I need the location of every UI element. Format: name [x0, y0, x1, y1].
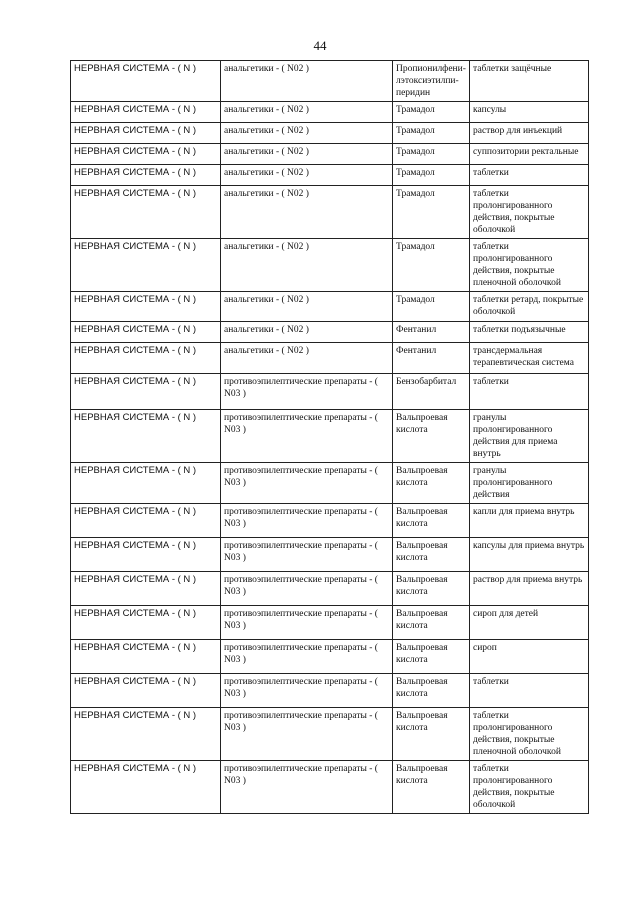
active-substance-cell: Вальпроевая кислота — [393, 640, 470, 674]
table-row — [71, 343, 589, 374]
table-row — [71, 538, 589, 572]
pharmacological-group-cell: противоэпилептические препараты - ( N03 ) — [221, 606, 393, 640]
dosage-form-cell: таблетки пролонгированного действия, покрытые пленочной оболочкой — [470, 239, 589, 292]
active-substance-cell: Пропионилфени-лэтоксиэтилпи-перидин — [393, 61, 470, 102]
dosage-form-cell: капли для приема внутрь — [470, 504, 589, 538]
active-substance-cell: Трамадол — [393, 102, 470, 123]
table-row — [71, 123, 589, 144]
pharmacological-group-cell: противоэпилептические препараты - ( N03 ) — [221, 538, 393, 572]
dosage-form-cell: гранулы пролонгированного действия для приема внутрь — [470, 410, 589, 463]
active-substance-cell: Фентанил — [393, 343, 470, 374]
table-row — [71, 186, 589, 239]
pharmacological-group-cell: противоэпилептические препараты - ( N03 ) — [221, 640, 393, 674]
active-substance-cell: Вальпроевая кислота — [393, 538, 470, 572]
dosage-form-cell: таблетки — [470, 374, 589, 410]
anatomical-group-cell: НЕРВНАЯ СИСТЕМА - ( N ) — [71, 322, 221, 343]
dosage-form-cell: таблетки пролонгированного действия, покрытые пленочной оболочкой — [470, 708, 589, 761]
table-row — [71, 374, 589, 410]
pharmacological-group-cell: противоэпилептические препараты - ( N03 ) — [221, 504, 393, 538]
dosage-form-cell: раствор для инъекций — [470, 123, 589, 144]
pharmacological-group-cell: анальгетики - ( N02 ) — [221, 322, 393, 343]
pharmacological-group-cell: анальгетики - ( N02 ) — [221, 165, 393, 186]
active-substance-cell: Вальпроевая кислота — [393, 572, 470, 606]
pharmacological-group-cell: анальгетики - ( N02 ) — [221, 239, 393, 292]
table-row — [71, 640, 589, 674]
anatomical-group-cell: НЕРВНАЯ СИСТЕМА - ( N ) — [71, 572, 221, 606]
active-substance-cell: Фентанил — [393, 322, 470, 343]
pharmacological-group-cell: анальгетики - ( N02 ) — [221, 61, 393, 102]
table-row — [71, 292, 589, 322]
anatomical-group-cell: НЕРВНАЯ СИСТЕМА - ( N ) — [71, 538, 221, 572]
pharmacological-group-cell: анальгетики - ( N02 ) — [221, 144, 393, 165]
page-number: 44 — [313, 38, 327, 53]
anatomical-group-cell: НЕРВНАЯ СИСТЕМА - ( N ) — [71, 144, 221, 165]
active-substance-cell: Трамадол — [393, 123, 470, 144]
table-row — [71, 674, 589, 708]
pharmacological-group-cell: анальгетики - ( N02 ) — [221, 292, 393, 322]
anatomical-group-cell: НЕРВНАЯ СИСТЕМА - ( N ) — [71, 374, 221, 410]
anatomical-group-cell: НЕРВНАЯ СИСТЕМА - ( N ) — [71, 61, 221, 102]
table-row — [71, 144, 589, 165]
anatomical-group-cell: НЕРВНАЯ СИСТЕМА - ( N ) — [71, 165, 221, 186]
anatomical-group-cell: НЕРВНАЯ СИСТЕМА - ( N ) — [71, 640, 221, 674]
pharmacological-group-cell: анальгетики - ( N02 ) — [221, 186, 393, 239]
dosage-form-cell: капсулы для приема внутрь — [470, 538, 589, 572]
table-row — [71, 322, 589, 343]
active-substance-cell: Вальпроевая кислота — [393, 761, 470, 814]
anatomical-group-cell: НЕРВНАЯ СИСТЕМА - ( N ) — [71, 102, 221, 123]
anatomical-group-cell: НЕРВНАЯ СИСТЕМА - ( N ) — [71, 186, 221, 239]
active-substance-cell: Вальпроевая кислота — [393, 708, 470, 761]
pharmacological-group-cell: противоэпилептические препараты - ( N03 ) — [221, 410, 393, 463]
active-substance-cell: Трамадол — [393, 292, 470, 322]
dosage-form-cell: раствор для приема внутрь — [470, 572, 589, 606]
active-substance-cell: Вальпроевая кислота — [393, 504, 470, 538]
active-substance-cell: Вальпроевая кислота — [393, 606, 470, 640]
dosage-form-cell: сироп — [470, 640, 589, 674]
anatomical-group-cell: НЕРВНАЯ СИСТЕМА - ( N ) — [71, 292, 221, 322]
active-substance-cell: Бензобарбитал — [393, 374, 470, 410]
drug-table — [70, 60, 589, 814]
dosage-form-cell: таблетки пролонгированного действия, покрытые оболочкой — [470, 186, 589, 239]
anatomical-group-cell: НЕРВНАЯ СИСТЕМА - ( N ) — [71, 504, 221, 538]
drug-table-body — [71, 61, 589, 814]
anatomical-group-cell: НЕРВНАЯ СИСТЕМА - ( N ) — [71, 410, 221, 463]
anatomical-group-cell: НЕРВНАЯ СИСТЕМА - ( N ) — [71, 674, 221, 708]
table-row — [71, 410, 589, 463]
pharmacological-group-cell: противоэпилептические препараты - ( N03 ) — [221, 674, 393, 708]
dosage-form-cell: таблетки подъязычные — [470, 322, 589, 343]
dosage-form-cell: трансдермальная терапевтическая система — [470, 343, 589, 374]
dosage-form-cell: капсулы — [470, 102, 589, 123]
anatomical-group-cell: НЕРВНАЯ СИСТЕМА - ( N ) — [71, 239, 221, 292]
pharmacological-group-cell: анальгетики - ( N02 ) — [221, 102, 393, 123]
active-substance-cell: Трамадол — [393, 239, 470, 292]
table-row — [71, 761, 589, 814]
table-row — [71, 239, 589, 292]
pharmacological-group-cell: противоэпилептические препараты - ( N03 ) — [221, 374, 393, 410]
dosage-form-cell: таблетки пролонгированного действия, покрытые оболочкой — [470, 761, 589, 814]
anatomical-group-cell: НЕРВНАЯ СИСТЕМА - ( N ) — [71, 463, 221, 504]
anatomical-group-cell: НЕРВНАЯ СИСТЕМА - ( N ) — [71, 343, 221, 374]
anatomical-group-cell: НЕРВНАЯ СИСТЕМА - ( N ) — [71, 708, 221, 761]
table-row — [71, 606, 589, 640]
table-row — [71, 102, 589, 123]
anatomical-group-cell: НЕРВНАЯ СИСТЕМА - ( N ) — [71, 123, 221, 144]
table-row — [71, 463, 589, 504]
table-row — [71, 165, 589, 186]
active-substance-cell: Вальпроевая кислота — [393, 674, 470, 708]
dosage-form-cell: таблетки — [470, 165, 589, 186]
pharmacological-group-cell: противоэпилептические препараты - ( N03 ) — [221, 708, 393, 761]
dosage-form-cell: сироп для детей — [470, 606, 589, 640]
pharmacological-group-cell: противоэпилептические препараты - ( N03 ) — [221, 463, 393, 504]
dosage-form-cell: гранулы пролонгированного действия — [470, 463, 589, 504]
anatomical-group-cell: НЕРВНАЯ СИСТЕМА - ( N ) — [71, 761, 221, 814]
dosage-form-cell: таблетки — [470, 674, 589, 708]
table-row — [71, 61, 589, 102]
pharmacological-group-cell: противоэпилептические препараты - ( N03 ) — [221, 572, 393, 606]
dosage-form-cell: суппозитории ректальные — [470, 144, 589, 165]
table-row — [71, 504, 589, 538]
dosage-form-cell: таблетки ретард, покрытые оболочкой — [470, 292, 589, 322]
anatomical-group-cell: НЕРВНАЯ СИСТЕМА - ( N ) — [71, 606, 221, 640]
active-substance-cell: Трамадол — [393, 186, 470, 239]
active-substance-cell: Трамадол — [393, 165, 470, 186]
active-substance-cell: Трамадол — [393, 144, 470, 165]
table-row — [71, 572, 589, 606]
pharmacological-group-cell: анальгетики - ( N02 ) — [221, 343, 393, 374]
active-substance-cell: Вальпроевая кислота — [393, 463, 470, 504]
pharmacological-group-cell: противоэпилептические препараты - ( N03 ) — [221, 761, 393, 814]
dosage-form-cell: таблетки защёчные — [470, 61, 589, 102]
pharmacological-group-cell: анальгетики - ( N02 ) — [221, 123, 393, 144]
table-row — [71, 708, 589, 761]
active-substance-cell: Вальпроевая кислота — [393, 410, 470, 463]
